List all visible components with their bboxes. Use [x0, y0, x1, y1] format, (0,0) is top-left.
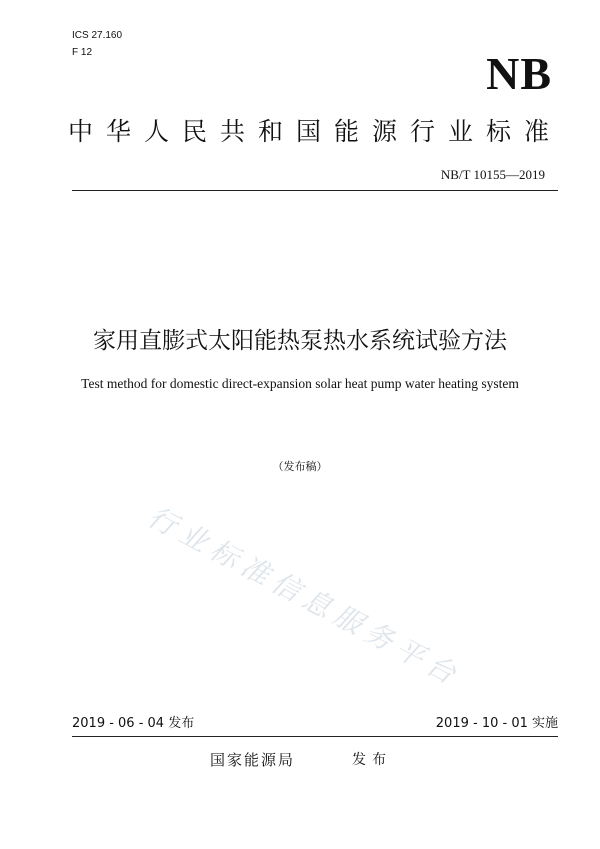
nb-logo: NB — [486, 48, 552, 99]
document-title-cn: 家用直膨式太阳能热泵热水系统试验方法 — [93, 328, 507, 354]
publish-date: 2019 - 06 - 04 发布 — [72, 716, 195, 731]
watermark: 行业标准信息服务平台 — [142, 500, 468, 694]
ics-code: ICS 27.160 — [72, 30, 123, 41]
footer-divider — [72, 736, 558, 737]
document-title-en: Test method for domestic direct-expansion solar heat pump water heating system — [81, 376, 519, 391]
implement-date: 2019 - 10 - 01 实施 — [435, 716, 558, 731]
classification-code: F 12 — [72, 47, 93, 58]
standard-number: NB/T 10155—2019 — [440, 167, 545, 182]
issued-label: 发布 — [352, 752, 392, 768]
draft-label: （发布稿） — [272, 460, 328, 473]
standard-category: 中华人民共和国能源行业标准 — [68, 117, 563, 146]
issuing-authority: 国家能源局 — [210, 751, 296, 769]
header-divider — [72, 190, 558, 191]
